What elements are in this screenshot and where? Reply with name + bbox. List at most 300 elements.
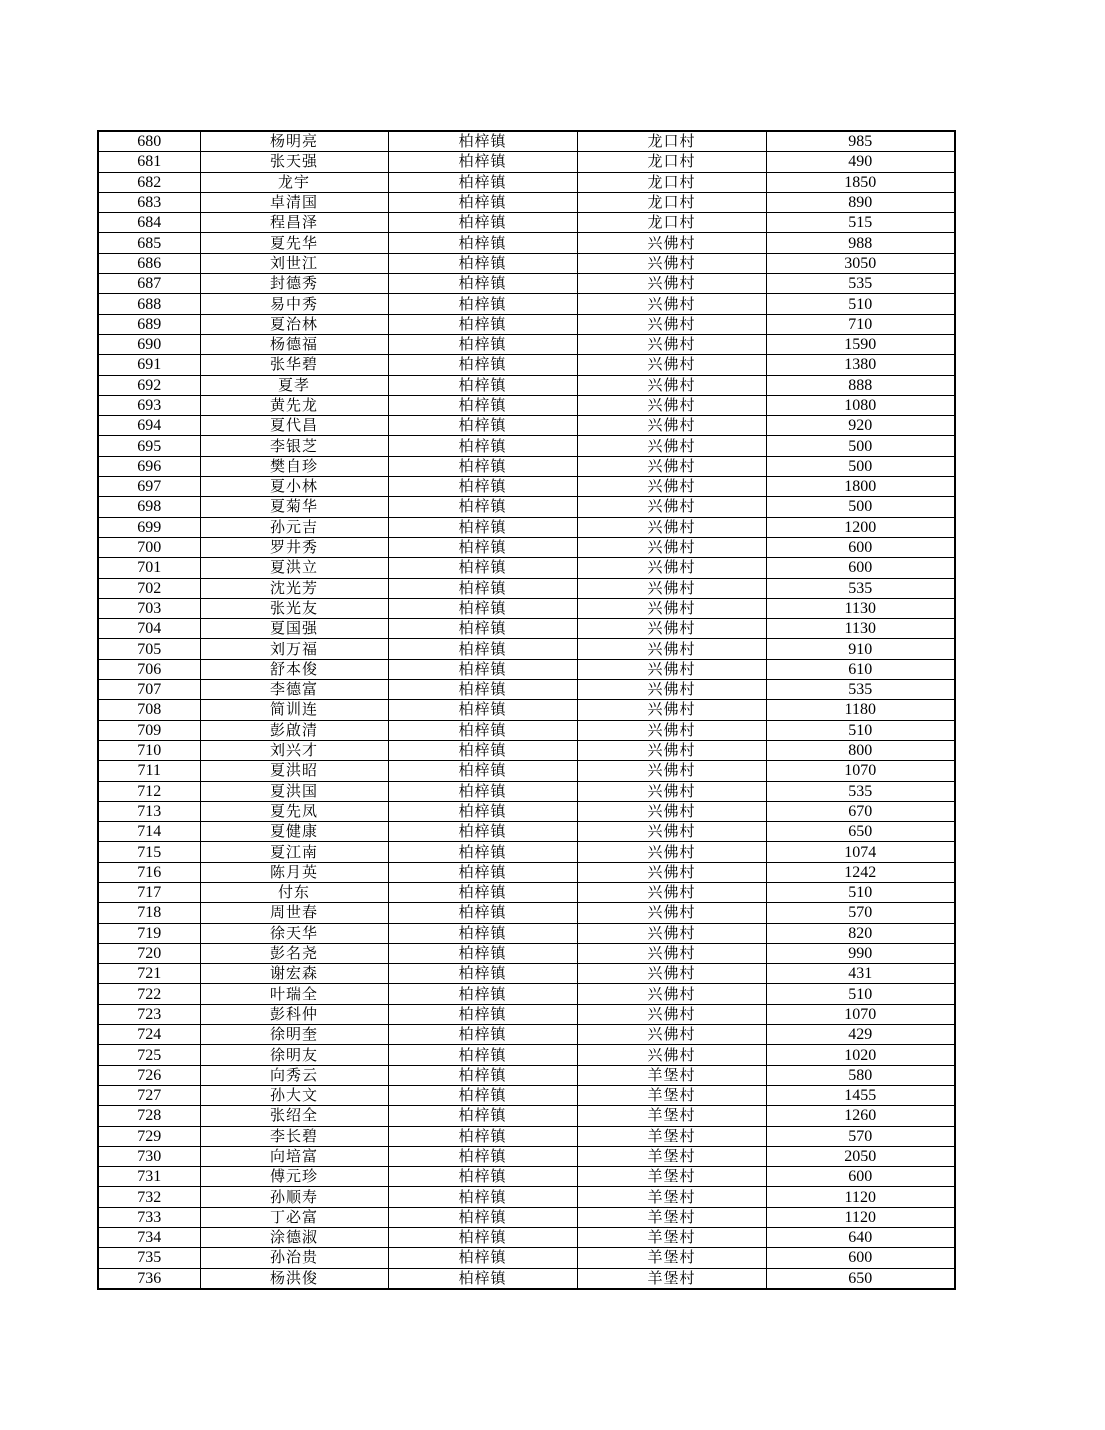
town-cell: 柏梓镇 <box>388 862 577 882</box>
name-cell: 彭啟清 <box>200 720 388 740</box>
row-number-cell: 706 <box>98 659 200 679</box>
town-cell: 柏梓镇 <box>388 497 577 517</box>
amount-cell: 1380 <box>766 355 955 375</box>
village-cell: 兴佛村 <box>577 964 766 984</box>
row-number-cell: 723 <box>98 1004 200 1024</box>
town-cell: 柏梓镇 <box>388 1207 577 1227</box>
table-row <box>98 720 955 740</box>
row-number-cell: 717 <box>98 882 200 902</box>
name-cell: 卓清国 <box>200 192 388 212</box>
amount-cell: 1180 <box>766 700 955 720</box>
table-row <box>98 1065 955 1085</box>
amount-cell: 515 <box>766 213 955 233</box>
amount-cell: 800 <box>766 740 955 760</box>
name-cell: 杨德福 <box>200 334 388 354</box>
row-number-cell: 681 <box>98 152 200 172</box>
row-number-cell: 688 <box>98 294 200 314</box>
table-row <box>98 781 955 801</box>
name-cell: 张华碧 <box>200 355 388 375</box>
row-number-cell: 702 <box>98 578 200 598</box>
name-cell: 夏代昌 <box>200 416 388 436</box>
row-number-cell: 692 <box>98 375 200 395</box>
amount-cell: 600 <box>766 537 955 557</box>
town-cell: 柏梓镇 <box>388 801 577 821</box>
village-cell: 兴佛村 <box>577 314 766 334</box>
village-cell: 兴佛村 <box>577 517 766 537</box>
table-row <box>98 598 955 618</box>
table-row <box>98 903 955 923</box>
row-number-cell: 697 <box>98 477 200 497</box>
town-cell: 柏梓镇 <box>388 923 577 943</box>
row-number-cell: 690 <box>98 334 200 354</box>
town-cell: 柏梓镇 <box>388 781 577 801</box>
village-cell: 兴佛村 <box>577 659 766 679</box>
amount-cell: 1590 <box>766 334 955 354</box>
town-cell: 柏梓镇 <box>388 578 577 598</box>
village-cell: 兴佛村 <box>577 537 766 557</box>
amount-cell: 920 <box>766 416 955 436</box>
town-cell: 柏梓镇 <box>388 152 577 172</box>
amount-cell: 820 <box>766 923 955 943</box>
name-cell: 夏先凤 <box>200 801 388 821</box>
row-number-cell: 730 <box>98 1146 200 1166</box>
row-number-cell: 729 <box>98 1126 200 1146</box>
town-cell: 柏梓镇 <box>388 598 577 618</box>
village-cell: 兴佛村 <box>577 781 766 801</box>
village-cell: 兴佛村 <box>577 700 766 720</box>
amount-cell: 670 <box>766 801 955 821</box>
name-cell: 夏洪昭 <box>200 761 388 781</box>
village-cell: 兴佛村 <box>577 233 766 253</box>
amount-cell: 910 <box>766 639 955 659</box>
town-cell: 柏梓镇 <box>388 1268 577 1289</box>
village-cell: 兴佛村 <box>577 862 766 882</box>
amount-cell: 535 <box>766 781 955 801</box>
name-cell: 夏菊华 <box>200 497 388 517</box>
row-number-cell: 732 <box>98 1187 200 1207</box>
town-cell: 柏梓镇 <box>388 558 577 578</box>
table-row <box>98 253 955 273</box>
amount-cell: 640 <box>766 1228 955 1248</box>
name-cell: 夏洪国 <box>200 781 388 801</box>
name-cell: 谢宏森 <box>200 964 388 984</box>
town-cell: 柏梓镇 <box>388 943 577 963</box>
table-row <box>98 334 955 354</box>
name-cell: 夏小林 <box>200 477 388 497</box>
name-cell: 黄先龙 <box>200 395 388 415</box>
row-number-cell: 733 <box>98 1207 200 1227</box>
amount-cell: 600 <box>766 558 955 578</box>
table-row <box>98 172 955 192</box>
table-row <box>98 294 955 314</box>
amount-cell: 1074 <box>766 842 955 862</box>
name-cell: 丁必富 <box>200 1207 388 1227</box>
name-cell: 杨洪俊 <box>200 1268 388 1289</box>
table-row <box>98 1146 955 1166</box>
amount-cell: 500 <box>766 456 955 476</box>
amount-cell: 500 <box>766 436 955 456</box>
table-row <box>98 314 955 334</box>
name-cell: 刘世江 <box>200 253 388 273</box>
name-cell: 沈光芳 <box>200 578 388 598</box>
amount-cell: 650 <box>766 1268 955 1289</box>
row-number-cell: 728 <box>98 1106 200 1126</box>
table-row <box>98 964 955 984</box>
town-cell: 柏梓镇 <box>388 395 577 415</box>
village-cell: 兴佛村 <box>577 294 766 314</box>
amount-cell: 600 <box>766 1167 955 1187</box>
name-cell: 付东 <box>200 882 388 902</box>
amount-cell: 990 <box>766 943 955 963</box>
amount-cell: 1200 <box>766 517 955 537</box>
amount-cell: 510 <box>766 294 955 314</box>
table-row <box>98 761 955 781</box>
table-row <box>98 1248 955 1268</box>
row-number-cell: 735 <box>98 1248 200 1268</box>
town-cell: 柏梓镇 <box>388 903 577 923</box>
table-row <box>98 477 955 497</box>
village-cell: 兴佛村 <box>577 456 766 476</box>
name-cell: 夏国强 <box>200 619 388 639</box>
row-number-cell: 685 <box>98 233 200 253</box>
village-cell: 兴佛村 <box>577 578 766 598</box>
amount-cell: 535 <box>766 274 955 294</box>
village-cell: 兴佛村 <box>577 1004 766 1024</box>
name-cell: 夏先华 <box>200 233 388 253</box>
town-cell: 柏梓镇 <box>388 1085 577 1105</box>
name-cell: 龙宇 <box>200 172 388 192</box>
amount-cell: 570 <box>766 1126 955 1146</box>
village-cell: 羊堡村 <box>577 1085 766 1105</box>
name-cell: 夏洪立 <box>200 558 388 578</box>
village-cell: 羊堡村 <box>577 1126 766 1146</box>
name-cell: 张天强 <box>200 152 388 172</box>
table-row <box>98 355 955 375</box>
table-row <box>98 740 955 760</box>
village-cell: 兴佛村 <box>577 720 766 740</box>
row-number-cell: 705 <box>98 639 200 659</box>
town-cell: 柏梓镇 <box>388 659 577 679</box>
town-cell: 柏梓镇 <box>388 172 577 192</box>
town-cell: 柏梓镇 <box>388 233 577 253</box>
name-cell: 张绍全 <box>200 1106 388 1126</box>
name-cell: 李德富 <box>200 680 388 700</box>
town-cell: 柏梓镇 <box>388 436 577 456</box>
table-row <box>98 862 955 882</box>
row-number-cell: 704 <box>98 619 200 639</box>
town-cell: 柏梓镇 <box>388 882 577 902</box>
town-cell: 柏梓镇 <box>388 517 577 537</box>
village-cell: 羊堡村 <box>577 1268 766 1289</box>
amount-cell: 1455 <box>766 1085 955 1105</box>
row-number-cell: 686 <box>98 253 200 273</box>
village-cell: 兴佛村 <box>577 903 766 923</box>
amount-cell: 3050 <box>766 253 955 273</box>
name-cell: 封德秀 <box>200 274 388 294</box>
name-cell: 傅元珍 <box>200 1167 388 1187</box>
amount-cell: 510 <box>766 882 955 902</box>
village-cell: 兴佛村 <box>577 477 766 497</box>
row-number-cell: 691 <box>98 355 200 375</box>
name-cell: 程昌泽 <box>200 213 388 233</box>
row-number-cell: 716 <box>98 862 200 882</box>
village-cell: 龙口村 <box>577 172 766 192</box>
table-row <box>98 192 955 212</box>
village-cell: 兴佛村 <box>577 436 766 456</box>
village-cell: 兴佛村 <box>577 619 766 639</box>
amount-cell: 985 <box>766 131 955 152</box>
town-cell: 柏梓镇 <box>388 253 577 273</box>
town-cell: 柏梓镇 <box>388 274 577 294</box>
village-cell: 兴佛村 <box>577 558 766 578</box>
row-number-cell: 715 <box>98 842 200 862</box>
name-cell: 徐明友 <box>200 1045 388 1065</box>
town-cell: 柏梓镇 <box>388 131 577 152</box>
town-cell: 柏梓镇 <box>388 456 577 476</box>
village-cell: 兴佛村 <box>577 416 766 436</box>
town-cell: 柏梓镇 <box>388 1065 577 1085</box>
name-cell: 杨明亮 <box>200 131 388 152</box>
row-number-cell: 712 <box>98 781 200 801</box>
row-number-cell: 713 <box>98 801 200 821</box>
village-cell: 兴佛村 <box>577 680 766 700</box>
table-row <box>98 517 955 537</box>
village-cell: 兴佛村 <box>577 274 766 294</box>
name-cell: 叶瑞全 <box>200 984 388 1004</box>
amount-cell: 888 <box>766 375 955 395</box>
village-cell: 羊堡村 <box>577 1228 766 1248</box>
row-number-cell: 687 <box>98 274 200 294</box>
table-row <box>98 1045 955 1065</box>
town-cell: 柏梓镇 <box>388 1126 577 1146</box>
table-row <box>98 1126 955 1146</box>
row-number-cell: 711 <box>98 761 200 781</box>
row-number-cell: 714 <box>98 822 200 842</box>
amount-cell: 535 <box>766 680 955 700</box>
row-number-cell: 719 <box>98 923 200 943</box>
table-row <box>98 537 955 557</box>
row-number-cell: 724 <box>98 1025 200 1045</box>
row-number-cell: 698 <box>98 497 200 517</box>
village-cell: 龙口村 <box>577 213 766 233</box>
amount-cell: 510 <box>766 984 955 1004</box>
row-number-cell: 707 <box>98 680 200 700</box>
name-cell: 向培富 <box>200 1146 388 1166</box>
row-number-cell: 696 <box>98 456 200 476</box>
row-number-cell: 683 <box>98 192 200 212</box>
village-cell: 兴佛村 <box>577 497 766 517</box>
town-cell: 柏梓镇 <box>388 537 577 557</box>
row-number-cell: 720 <box>98 943 200 963</box>
village-cell: 兴佛村 <box>577 598 766 618</box>
name-cell: 罗井秀 <box>200 537 388 557</box>
village-cell: 兴佛村 <box>577 943 766 963</box>
name-cell: 徐天华 <box>200 923 388 943</box>
name-cell: 夏孝 <box>200 375 388 395</box>
amount-cell: 600 <box>766 1248 955 1268</box>
amount-cell: 1070 <box>766 761 955 781</box>
village-cell: 兴佛村 <box>577 882 766 902</box>
name-cell: 易中秀 <box>200 294 388 314</box>
town-cell: 柏梓镇 <box>388 964 577 984</box>
name-cell: 李银芝 <box>200 436 388 456</box>
table-row <box>98 395 955 415</box>
village-cell: 兴佛村 <box>577 822 766 842</box>
row-number-cell: 708 <box>98 700 200 720</box>
name-cell: 周世春 <box>200 903 388 923</box>
table-row <box>98 436 955 456</box>
amount-cell: 650 <box>766 822 955 842</box>
row-number-cell: 680 <box>98 131 200 152</box>
town-cell: 柏梓镇 <box>388 720 577 740</box>
row-number-cell: 721 <box>98 964 200 984</box>
table-row <box>98 822 955 842</box>
town-cell: 柏梓镇 <box>388 416 577 436</box>
name-cell: 樊自珍 <box>200 456 388 476</box>
table-row <box>98 497 955 517</box>
table-row <box>98 700 955 720</box>
town-cell: 柏梓镇 <box>388 1025 577 1045</box>
amount-cell: 570 <box>766 903 955 923</box>
village-cell: 羊堡村 <box>577 1106 766 1126</box>
village-cell: 龙口村 <box>577 192 766 212</box>
town-cell: 柏梓镇 <box>388 294 577 314</box>
name-cell: 刘万福 <box>200 639 388 659</box>
table-row <box>98 1106 955 1126</box>
town-cell: 柏梓镇 <box>388 822 577 842</box>
town-cell: 柏梓镇 <box>388 700 577 720</box>
name-cell: 夏江南 <box>200 842 388 862</box>
name-cell: 孙顺寿 <box>200 1187 388 1207</box>
amount-cell: 1020 <box>766 1045 955 1065</box>
town-cell: 柏梓镇 <box>388 1228 577 1248</box>
town-cell: 柏梓镇 <box>388 680 577 700</box>
town-cell: 柏梓镇 <box>388 842 577 862</box>
village-cell: 龙口村 <box>577 152 766 172</box>
town-cell: 柏梓镇 <box>388 740 577 760</box>
town-cell: 柏梓镇 <box>388 314 577 334</box>
roster-table-body <box>98 131 955 1289</box>
table-row <box>98 375 955 395</box>
village-cell: 龙口村 <box>577 131 766 152</box>
amount-cell: 1130 <box>766 598 955 618</box>
row-number-cell: 684 <box>98 213 200 233</box>
town-cell: 柏梓镇 <box>388 1045 577 1065</box>
town-cell: 柏梓镇 <box>388 192 577 212</box>
village-cell: 羊堡村 <box>577 1146 766 1166</box>
row-number-cell: 709 <box>98 720 200 740</box>
amount-cell: 1800 <box>766 477 955 497</box>
table-row <box>98 882 955 902</box>
name-cell: 刘兴才 <box>200 740 388 760</box>
row-number-cell: 694 <box>98 416 200 436</box>
village-cell: 兴佛村 <box>577 355 766 375</box>
row-number-cell: 701 <box>98 558 200 578</box>
row-number-cell: 703 <box>98 598 200 618</box>
row-number-cell: 734 <box>98 1228 200 1248</box>
row-number-cell: 700 <box>98 537 200 557</box>
amount-cell: 510 <box>766 720 955 740</box>
town-cell: 柏梓镇 <box>388 1187 577 1207</box>
table-row <box>98 639 955 659</box>
name-cell: 孙治贵 <box>200 1248 388 1268</box>
town-cell: 柏梓镇 <box>388 639 577 659</box>
table-row <box>98 558 955 578</box>
amount-cell: 1120 <box>766 1187 955 1207</box>
amount-cell: 429 <box>766 1025 955 1045</box>
table-row <box>98 842 955 862</box>
row-number-cell: 736 <box>98 1268 200 1289</box>
amount-cell: 1070 <box>766 1004 955 1024</box>
name-cell: 简训连 <box>200 700 388 720</box>
town-cell: 柏梓镇 <box>388 1248 577 1268</box>
table-row <box>98 680 955 700</box>
roster-table <box>97 130 956 1290</box>
town-cell: 柏梓镇 <box>388 334 577 354</box>
village-cell: 羊堡村 <box>577 1167 766 1187</box>
amount-cell: 710 <box>766 314 955 334</box>
row-number-cell: 731 <box>98 1167 200 1187</box>
amount-cell: 490 <box>766 152 955 172</box>
name-cell: 夏治林 <box>200 314 388 334</box>
table-row <box>98 801 955 821</box>
village-cell: 兴佛村 <box>577 1025 766 1045</box>
town-cell: 柏梓镇 <box>388 375 577 395</box>
town-cell: 柏梓镇 <box>388 213 577 233</box>
table-row <box>98 1268 955 1289</box>
name-cell: 陈月英 <box>200 862 388 882</box>
table-row <box>98 456 955 476</box>
row-number-cell: 689 <box>98 314 200 334</box>
table-row <box>98 984 955 1004</box>
table-row <box>98 578 955 598</box>
amount-cell: 988 <box>766 233 955 253</box>
row-number-cell: 695 <box>98 436 200 456</box>
amount-cell: 580 <box>766 1065 955 1085</box>
table-row <box>98 213 955 233</box>
village-cell: 兴佛村 <box>577 761 766 781</box>
amount-cell: 1130 <box>766 619 955 639</box>
village-cell: 兴佛村 <box>577 984 766 1004</box>
name-cell: 向秀云 <box>200 1065 388 1085</box>
village-cell: 兴佛村 <box>577 334 766 354</box>
amount-cell: 1080 <box>766 395 955 415</box>
table-row <box>98 1228 955 1248</box>
name-cell: 夏健康 <box>200 822 388 842</box>
name-cell: 涂德淑 <box>200 1228 388 1248</box>
table-row <box>98 1004 955 1024</box>
amount-cell: 610 <box>766 659 955 679</box>
amount-cell: 1260 <box>766 1106 955 1126</box>
village-cell: 兴佛村 <box>577 639 766 659</box>
village-cell: 兴佛村 <box>577 923 766 943</box>
name-cell: 彭名尧 <box>200 943 388 963</box>
row-number-cell: 693 <box>98 395 200 415</box>
town-cell: 柏梓镇 <box>388 355 577 375</box>
village-cell: 兴佛村 <box>577 395 766 415</box>
name-cell: 徐明奎 <box>200 1025 388 1045</box>
table-row <box>98 1025 955 1045</box>
village-cell: 兴佛村 <box>577 801 766 821</box>
town-cell: 柏梓镇 <box>388 619 577 639</box>
table-row <box>98 274 955 294</box>
row-number-cell: 722 <box>98 984 200 1004</box>
table-row <box>98 1167 955 1187</box>
amount-cell: 1850 <box>766 172 955 192</box>
town-cell: 柏梓镇 <box>388 1004 577 1024</box>
name-cell: 张光友 <box>200 598 388 618</box>
table-row <box>98 1085 955 1105</box>
